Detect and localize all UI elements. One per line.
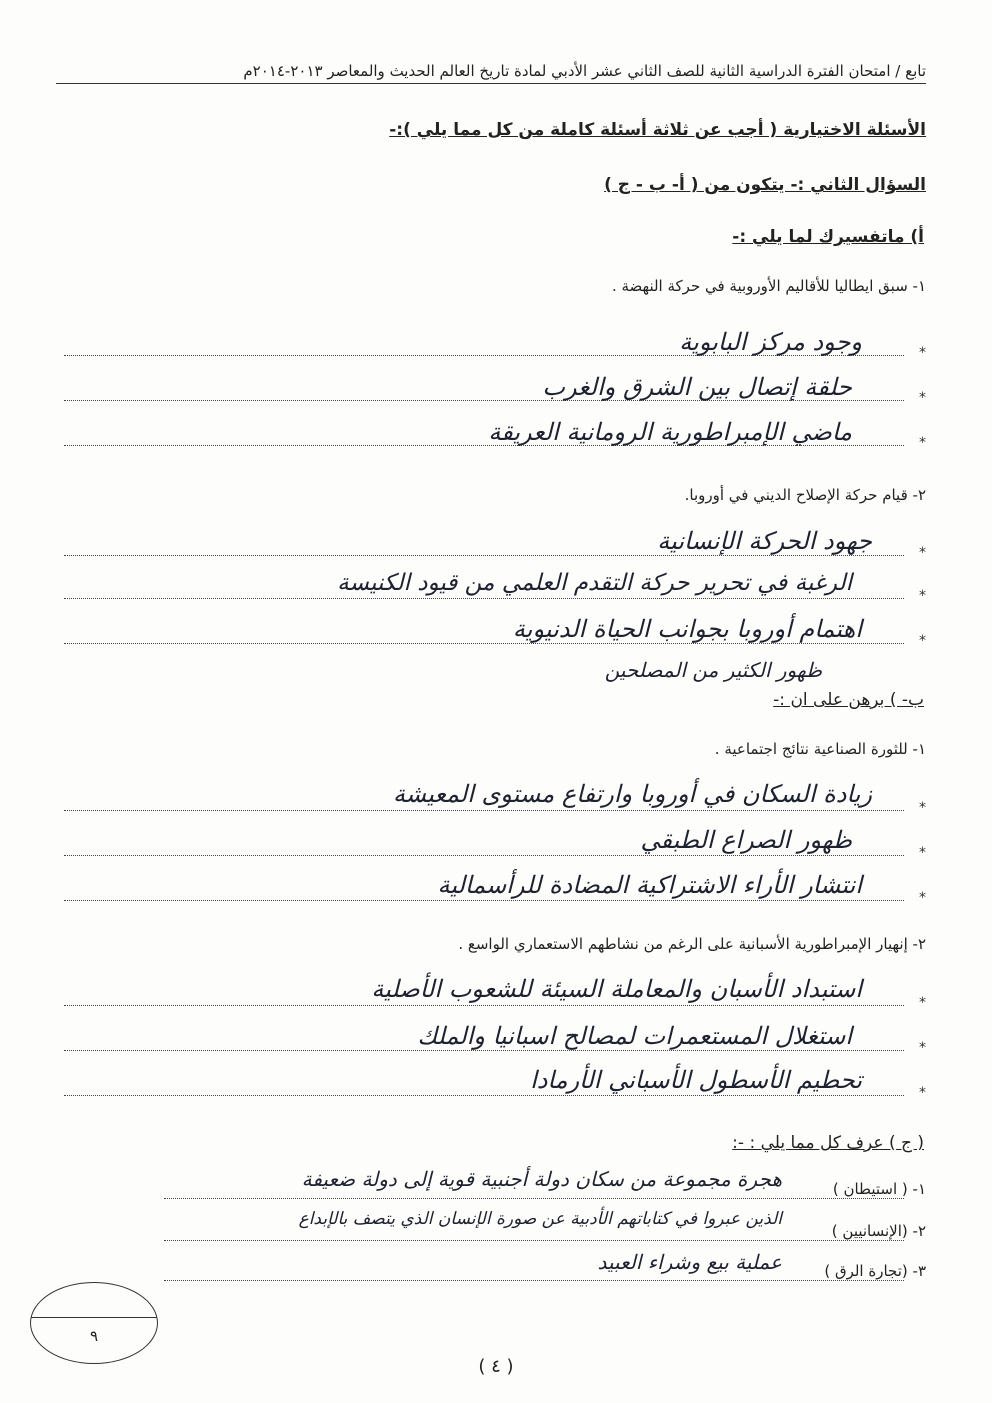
bullet-star: *: [919, 890, 926, 906]
bullet-star: *: [919, 845, 926, 861]
answer-line: [64, 555, 904, 556]
bullet-star: *: [919, 588, 926, 604]
answer-line: [64, 1005, 904, 1006]
instructions: الأسئلة الاختيارية ( أجب عن ثلاثة أسئلة كاملة من كل مما يلي ):-: [389, 120, 926, 140]
question-title: السؤال الثاني :- يتكون من ( أ- ب - ج ): [604, 175, 926, 195]
term-label: ٢- (الإنسانيين ): [831, 1222, 926, 1240]
handwritten-answer: اهتمام أوروبا بجوانب الحياة الدنيوية: [512, 615, 862, 643]
answer-line: [64, 810, 904, 811]
answer-line: [64, 643, 904, 644]
answer-line: [164, 1198, 904, 1199]
term-label: ٣- (تجارة الرق ): [824, 1262, 926, 1280]
bullet-star: *: [919, 633, 926, 649]
handwritten-answer: انتشار الأراء الاشتراكية المضادة للرأسمالية: [437, 871, 862, 899]
handwritten-answer: استبداد الأسبان والمعاملة السيئة للشعوب الأصلية: [371, 975, 862, 1003]
part-b-question-2: ٢- إنهيار الإمبراطورية الأسبانية على الرغم من نشاطهم الاستعماري الواسع .: [458, 935, 926, 953]
handwritten-answer: هجرة مجموعة من سكان دولة أجنبية قوية إلى دولة ضعيفة: [301, 1167, 782, 1191]
handwritten-answer: ماضي الإمبراطورية الرومانية العريقة: [488, 418, 852, 446]
answer-line: [164, 1240, 904, 1241]
score-value: ٩: [89, 1327, 99, 1345]
handwritten-answer: حلقة إتصال بين الشرق والغرب: [542, 373, 852, 401]
answer-line: [64, 598, 904, 599]
answer-line: [64, 900, 904, 901]
page-number: ( ٤ ): [478, 1356, 514, 1377]
bullet-star: *: [919, 435, 926, 451]
handwritten-answer: ظهور الكثير من المصلحين: [604, 658, 822, 682]
part-a-title: أ) ماتفسيرك لما يلي :-: [732, 227, 924, 247]
handwritten-answer: الرغبة في تحرير حركة التقدم العلمي من قيود الكنيسة: [337, 570, 852, 596]
bullet-star: *: [919, 1085, 926, 1101]
bullet-star: *: [919, 545, 926, 561]
answer-line: [64, 855, 904, 856]
handwritten-answer: ظهور الصراع الطبقي: [640, 826, 852, 854]
bullet-star: *: [919, 800, 926, 816]
handwritten-answer: الذين عبروا في كتاباتهم الأدبية عن صورة الإنسان الذي يتصف بالإبداع: [298, 1209, 782, 1229]
handwritten-answer: جهود الحركة الإنسانية: [657, 527, 872, 555]
part-c-title: ( ج ) عرف كل مما يلي : -:: [732, 1133, 924, 1153]
answer-line: [64, 1095, 904, 1096]
term-label: ١- ( استيطان ): [832, 1180, 926, 1198]
score-box: [30, 1282, 158, 1364]
part-a-question-2: ٢- قيام حركة الإصلاح الديني في أوروبا.: [684, 486, 926, 504]
handwritten-answer: عملية بيع وشراء العبيد: [597, 1250, 782, 1274]
bullet-star: *: [919, 1040, 926, 1056]
score-divider: [31, 1317, 157, 1318]
answer-line: [64, 1050, 904, 1051]
exam-header: تابع / امتحان الفترة الدراسية الثانية للصف الثاني عشر الأدبي لمادة تاريخ العالم الحديث والمعاصر ٢٠١٣-٢٠١٤م: [56, 62, 926, 84]
handwritten-answer: زيادة السكان في أوروبا وارتفاع مستوى المعيشة: [392, 780, 872, 808]
bullet-star: *: [919, 995, 926, 1011]
answer-line: [164, 1280, 904, 1281]
bullet-star: *: [919, 390, 926, 406]
handwritten-answer: تحطيم الأسطول الأسباني الأرمادا: [530, 1066, 862, 1094]
part-a-question-1: ١- سبق ايطاليا للأقاليم الأوروبية في حركة النهضة .: [611, 277, 926, 295]
part-b-title: ب- ) برهن على ان :-: [773, 690, 924, 710]
part-b-question-1: ١- للثورة الصناعية نتائج اجتماعية .: [714, 740, 926, 758]
handwritten-answer: وجود مركز البابوية: [679, 328, 862, 356]
bullet-star: *: [919, 345, 926, 361]
handwritten-answer: استغلال المستعمرات لمصالح اسبانيا والملك: [417, 1022, 852, 1050]
